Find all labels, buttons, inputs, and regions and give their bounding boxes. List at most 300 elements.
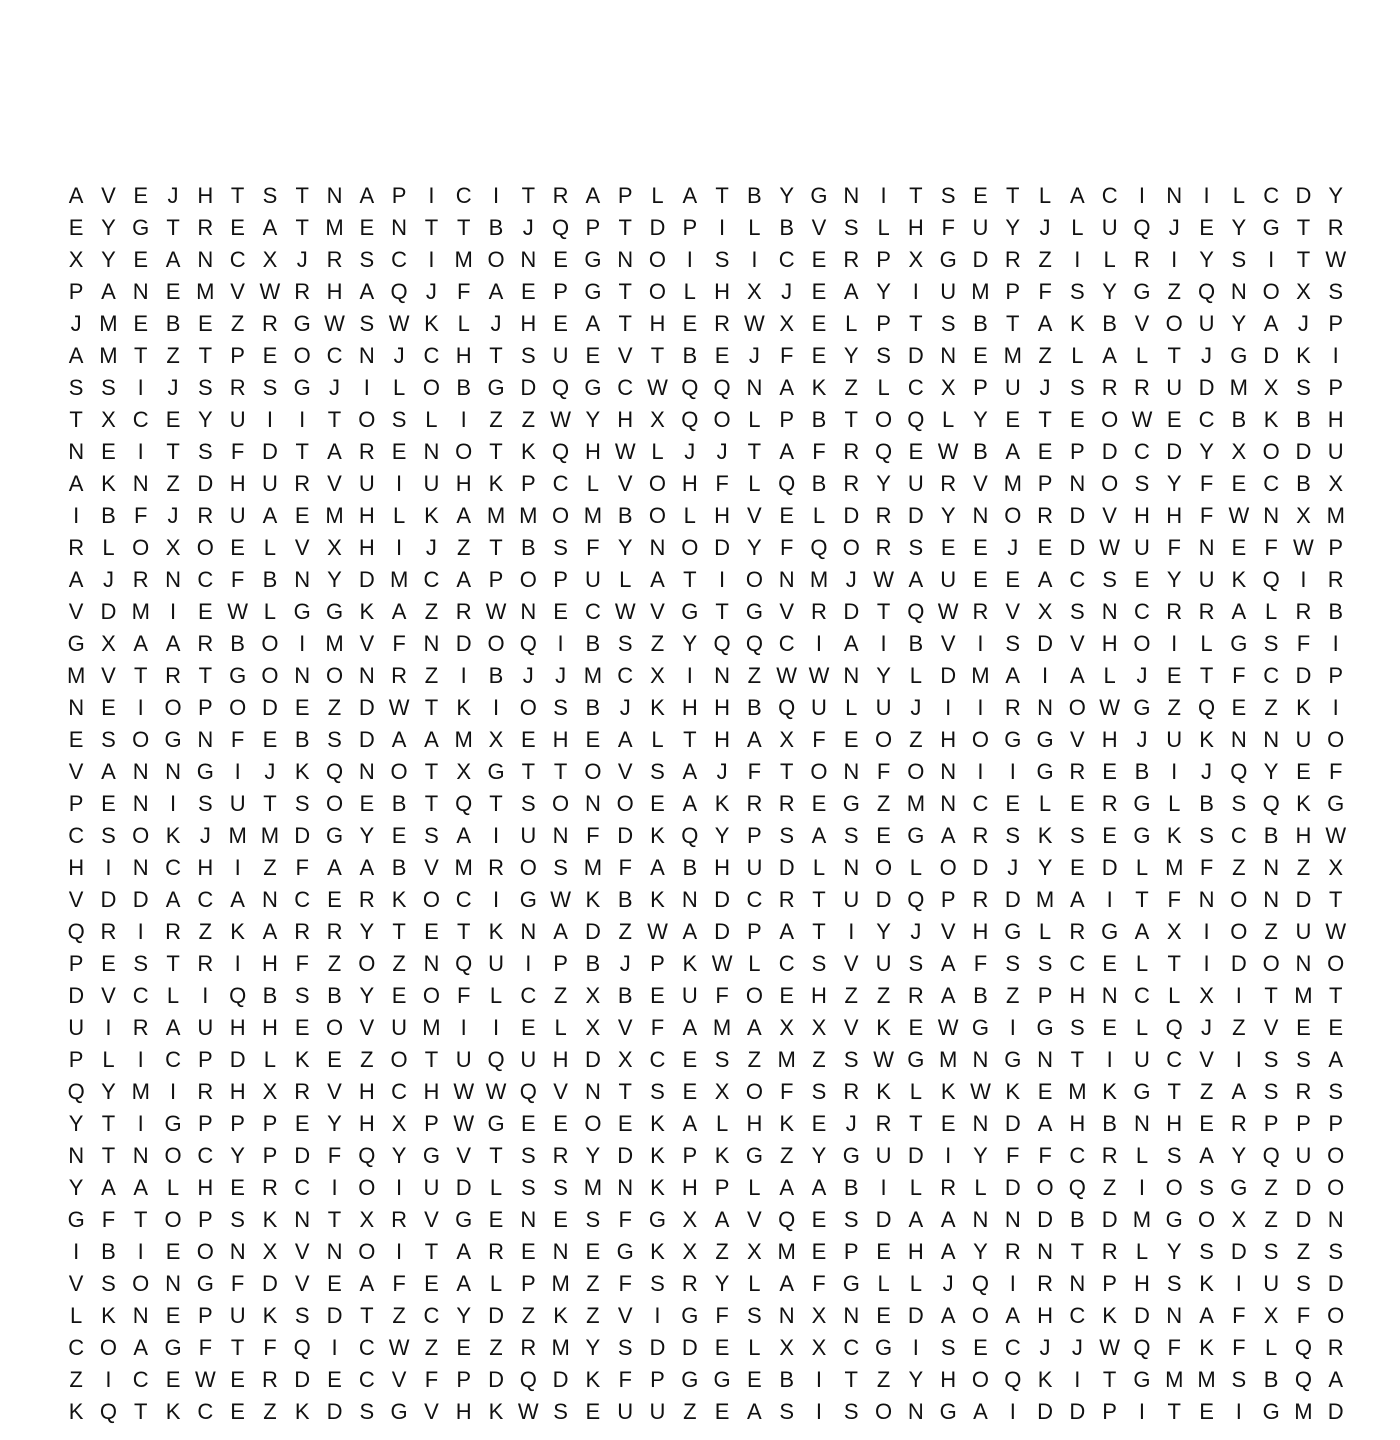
grid-letter[interactable]: S	[553, 1399, 568, 1424]
grid-letter[interactable]: A	[650, 567, 665, 592]
grid-letter[interactable]: K	[1037, 823, 1053, 848]
grid-letter[interactable]: U	[358, 471, 375, 496]
grid-letter[interactable]: U	[423, 471, 440, 496]
grid-letter[interactable]: F	[456, 279, 471, 304]
grid-letter[interactable]: K	[391, 887, 407, 912]
grid-letter[interactable]: J	[393, 343, 405, 368]
grid-letter[interactable]: Z	[263, 855, 277, 880]
grid-letter[interactable]: G	[681, 599, 699, 624]
grid-letter[interactable]: V	[424, 1399, 439, 1424]
grid-letter[interactable]: W	[614, 599, 636, 624]
grid-letter[interactable]: A	[747, 727, 762, 752]
grid-letter[interactable]: O	[745, 983, 763, 1008]
grid-letter[interactable]: V	[1005, 599, 1021, 624]
grid-letter[interactable]: I	[1074, 1367, 1081, 1392]
grid-letter[interactable]: E	[1231, 535, 1247, 560]
grid-letter[interactable]: G	[842, 791, 860, 816]
grid-letter[interactable]: Y	[68, 1111, 84, 1136]
grid-letter[interactable]: E	[1328, 1015, 1344, 1040]
grid-letter[interactable]: A	[1328, 1047, 1344, 1072]
grid-letter[interactable]: O	[810, 759, 828, 784]
grid-letter[interactable]: F	[392, 1271, 406, 1296]
grid-letter[interactable]: N	[681, 887, 698, 912]
grid-letter[interactable]: E	[68, 727, 84, 752]
grid-letter[interactable]: T	[489, 343, 503, 368]
grid-letter[interactable]: Q	[1294, 1335, 1312, 1360]
grid-letter[interactable]: S	[1005, 631, 1021, 656]
grid-letter[interactable]: T	[618, 279, 632, 304]
grid-letter[interactable]: I	[1041, 663, 1049, 688]
grid-letter[interactable]: S	[843, 215, 859, 240]
grid-letter[interactable]: U	[1295, 1143, 1312, 1168]
grid-letter[interactable]: G	[1133, 791, 1151, 816]
grid-letter[interactable]: O	[1230, 919, 1248, 944]
grid-letter[interactable]: M	[1326, 503, 1345, 528]
grid-letter[interactable]: E	[973, 567, 988, 592]
grid-letter[interactable]: Z	[1199, 1079, 1214, 1104]
grid-letter[interactable]: S	[230, 1207, 245, 1232]
grid-letter[interactable]: A	[262, 503, 278, 528]
grid-letter[interactable]: T	[1329, 887, 1343, 912]
grid-letter[interactable]: Y	[843, 343, 859, 368]
grid-letter[interactable]: I	[1138, 1399, 1145, 1424]
grid-letter[interactable]: I	[331, 1175, 338, 1200]
grid-letter[interactable]: Q	[745, 631, 763, 656]
grid-letter[interactable]: V	[779, 599, 795, 624]
grid-letter[interactable]: P	[1070, 439, 1085, 464]
grid-letter[interactable]: G	[1036, 759, 1054, 784]
grid-letter[interactable]: N	[1230, 727, 1247, 752]
grid-letter[interactable]: L	[909, 855, 922, 880]
grid-letter[interactable]: H	[940, 727, 957, 752]
grid-letter[interactable]: Y	[1102, 279, 1117, 304]
grid-letter[interactable]: I	[331, 1335, 338, 1360]
grid-letter[interactable]: D	[261, 695, 278, 720]
grid-letter[interactable]: S	[1328, 1079, 1344, 1104]
grid-letter[interactable]: A	[1005, 1303, 1021, 1328]
grid-letter[interactable]: C	[423, 567, 440, 592]
grid-letter[interactable]: G	[1230, 631, 1248, 656]
grid-letter[interactable]: N	[778, 1303, 795, 1328]
grid-letter[interactable]: Q	[519, 1079, 537, 1104]
grid-letter[interactable]: A	[747, 1015, 762, 1040]
grid-letter[interactable]: K	[294, 1399, 310, 1424]
grid-letter[interactable]: O	[487, 247, 505, 272]
grid-letter[interactable]: A	[553, 919, 568, 944]
grid-letter[interactable]: O	[875, 727, 893, 752]
grid-letter[interactable]: I	[169, 599, 177, 624]
grid-letter[interactable]: E	[1166, 663, 1182, 688]
grid-letter[interactable]: K	[1037, 1367, 1053, 1392]
grid-letter[interactable]: L	[392, 503, 406, 528]
grid-letter[interactable]: D	[294, 1143, 311, 1168]
grid-letter[interactable]: T	[909, 1111, 923, 1136]
grid-letter[interactable]: N	[907, 1399, 924, 1424]
grid-letter[interactable]: E	[1070, 855, 1085, 880]
grid-letter[interactable]: O	[648, 247, 667, 272]
grid-letter[interactable]: Y	[973, 1143, 988, 1168]
grid-letter[interactable]: I	[1203, 951, 1210, 976]
grid-letter[interactable]: E	[811, 311, 827, 336]
grid-letter[interactable]: L	[1038, 183, 1052, 208]
grid-letter[interactable]: C	[584, 599, 601, 624]
grid-letter[interactable]: Q	[907, 887, 925, 912]
grid-letter[interactable]: R	[1004, 695, 1021, 720]
grid-letter[interactable]: R	[778, 887, 795, 912]
grid-letter[interactable]: D	[1101, 855, 1118, 880]
grid-letter[interactable]: D	[1263, 343, 1280, 368]
grid-letter[interactable]: D	[100, 887, 117, 912]
grid-letter[interactable]: V	[1134, 311, 1150, 336]
grid-letter[interactable]: O	[455, 439, 473, 464]
grid-letter[interactable]: M	[1197, 1367, 1216, 1392]
grid-letter[interactable]: Z	[489, 407, 503, 432]
grid-letter[interactable]: I	[1203, 919, 1210, 944]
grid-letter[interactable]: C	[1101, 183, 1118, 208]
grid-letter[interactable]: S	[520, 1175, 536, 1200]
grid-letter[interactable]: Q	[1165, 1015, 1183, 1040]
grid-letter[interactable]: Y	[197, 407, 213, 432]
grid-letter[interactable]: J	[1007, 535, 1019, 560]
grid-letter[interactable]: Y	[617, 535, 633, 560]
grid-letter[interactable]: U	[875, 951, 892, 976]
grid-letter[interactable]: Q	[1262, 567, 1280, 592]
grid-letter[interactable]: I	[1138, 1175, 1145, 1200]
grid-letter[interactable]: I	[396, 535, 403, 560]
grid-letter[interactable]: A	[101, 759, 116, 784]
grid-letter[interactable]: W	[1099, 535, 1121, 560]
grid-letter[interactable]: L	[263, 599, 277, 624]
grid-letter[interactable]: Q	[971, 1271, 990, 1296]
grid-letter[interactable]: K	[424, 503, 439, 528]
grid-letter[interactable]: A	[779, 919, 795, 944]
grid-letter[interactable]: I	[492, 887, 500, 912]
grid-letter[interactable]: D	[358, 727, 375, 752]
grid-letter[interactable]: V	[294, 1239, 310, 1264]
grid-letter[interactable]: K	[585, 1367, 601, 1392]
grid-letter[interactable]: B	[488, 215, 504, 240]
grid-letter[interactable]: G	[67, 1207, 85, 1232]
grid-letter[interactable]: N	[294, 567, 311, 592]
grid-letter[interactable]: R	[294, 919, 311, 944]
grid-letter[interactable]: I	[557, 631, 564, 656]
grid-letter[interactable]: B	[682, 855, 698, 880]
grid-letter[interactable]: Y	[876, 919, 891, 944]
grid-letter[interactable]: O	[1197, 1207, 1216, 1232]
grid-letter[interactable]: K	[456, 695, 472, 720]
grid-letter[interactable]: U	[875, 1143, 892, 1168]
grid-letter[interactable]: S	[843, 1207, 859, 1232]
grid-letter[interactable]: O	[229, 695, 247, 720]
grid-letter[interactable]: B	[520, 535, 536, 560]
grid-letter[interactable]: S	[294, 983, 310, 1008]
grid-letter[interactable]: E	[101, 951, 116, 976]
grid-letter[interactable]: R	[1101, 1239, 1118, 1264]
grid-letter[interactable]: E	[1070, 791, 1085, 816]
grid-letter[interactable]: M	[583, 503, 603, 528]
grid-letter[interactable]: C	[358, 1367, 375, 1392]
grid-letter[interactable]: H	[1134, 1271, 1150, 1296]
grid-letter[interactable]: Q	[519, 631, 537, 656]
grid-letter[interactable]: A	[68, 471, 84, 496]
grid-letter[interactable]: L	[102, 535, 115, 560]
grid-letter[interactable]: I	[1171, 631, 1178, 656]
grid-letter[interactable]: F	[715, 1303, 729, 1328]
grid-letter[interactable]: S	[1296, 375, 1311, 400]
grid-letter[interactable]: S	[908, 951, 924, 976]
grid-letter[interactable]: I	[1074, 247, 1081, 272]
grid-letter[interactable]: A	[359, 855, 375, 880]
grid-letter[interactable]: H	[907, 1239, 924, 1264]
grid-letter[interactable]: X	[811, 1015, 827, 1040]
grid-letter[interactable]: M	[551, 1271, 570, 1296]
grid-letter[interactable]: H	[423, 1079, 440, 1104]
grid-letter[interactable]: L	[70, 1303, 83, 1328]
grid-letter[interactable]: A	[1328, 1367, 1344, 1392]
grid-letter[interactable]: L	[586, 471, 600, 496]
grid-letter[interactable]: I	[299, 407, 306, 432]
grid-letter[interactable]: S	[553, 535, 568, 560]
grid-letter[interactable]: H	[714, 279, 731, 304]
grid-letter[interactable]: H	[1327, 407, 1344, 432]
grid-letter[interactable]: E	[294, 695, 310, 720]
grid-letter[interactable]: C	[423, 1303, 440, 1328]
grid-letter[interactable]: R	[1134, 247, 1150, 272]
grid-letter[interactable]: U	[197, 1015, 214, 1040]
grid-letter[interactable]: U	[1198, 311, 1215, 336]
grid-letter[interactable]: L	[942, 407, 955, 432]
grid-letter[interactable]: J	[1039, 375, 1051, 400]
grid-letter[interactable]: T	[424, 1239, 439, 1264]
grid-letter[interactable]: A	[359, 183, 375, 208]
grid-letter[interactable]: D	[778, 855, 795, 880]
grid-letter[interactable]: S	[294, 791, 310, 816]
grid-letter[interactable]: Q	[325, 759, 344, 784]
grid-letter[interactable]: Q	[1262, 791, 1280, 816]
grid-letter[interactable]: N	[584, 791, 601, 816]
grid-letter[interactable]: N	[68, 695, 85, 720]
grid-letter[interactable]: B	[973, 311, 988, 336]
grid-letter[interactable]: Q	[778, 471, 796, 496]
grid-letter[interactable]: A	[391, 727, 407, 752]
grid-letter[interactable]: F	[618, 855, 632, 880]
grid-letter[interactable]: N	[520, 919, 537, 944]
grid-letter[interactable]: A	[1134, 919, 1150, 944]
grid-letter[interactable]: F	[1232, 1303, 1246, 1328]
grid-letter[interactable]: L	[877, 375, 890, 400]
grid-letter[interactable]: E	[1231, 471, 1247, 496]
grid-letter[interactable]: R	[843, 247, 860, 272]
grid-letter[interactable]: T	[489, 791, 503, 816]
grid-letter[interactable]: E	[101, 439, 116, 464]
grid-letter[interactable]: R	[326, 247, 343, 272]
grid-letter[interactable]: T	[909, 183, 923, 208]
grid-letter[interactable]: Y	[973, 1239, 988, 1264]
grid-letter[interactable]: I	[654, 1303, 661, 1328]
grid-letter[interactable]: D	[455, 1175, 472, 1200]
grid-letter[interactable]: U	[907, 471, 924, 496]
grid-letter[interactable]: B	[973, 983, 988, 1008]
grid-letter[interactable]: L	[457, 311, 470, 336]
grid-letter[interactable]: S	[1166, 1271, 1182, 1296]
grid-letter[interactable]: L	[619, 567, 632, 592]
grid-letter[interactable]: J	[845, 1111, 857, 1136]
grid-letter[interactable]: N	[197, 247, 214, 272]
grid-letter[interactable]: R	[197, 1079, 214, 1104]
grid-letter[interactable]: F	[618, 1367, 632, 1392]
grid-letter[interactable]: X	[262, 1239, 278, 1264]
grid-letter[interactable]: Y	[876, 471, 891, 496]
grid-letter[interactable]: L	[748, 1175, 761, 1200]
grid-letter[interactable]: M	[454, 855, 473, 880]
grid-letter[interactable]: L	[748, 1335, 761, 1360]
grid-letter[interactable]: M	[777, 1239, 796, 1264]
grid-letter[interactable]: K	[1005, 1079, 1021, 1104]
grid-letter[interactable]: C	[1230, 823, 1247, 848]
grid-letter[interactable]: U	[1295, 727, 1312, 752]
grid-letter[interactable]: T	[489, 1143, 503, 1168]
grid-letter[interactable]: M	[454, 727, 473, 752]
grid-letter[interactable]: V	[617, 1303, 633, 1328]
grid-letter[interactable]: T	[1135, 887, 1149, 912]
grid-letter[interactable]: P	[488, 567, 504, 592]
grid-letter[interactable]: R	[197, 503, 214, 528]
grid-letter[interactable]: V	[230, 279, 245, 304]
grid-letter[interactable]: K	[650, 887, 665, 912]
grid-letter[interactable]: D	[229, 1047, 246, 1072]
grid-letter[interactable]: A	[682, 759, 698, 784]
grid-letter[interactable]: E	[520, 1111, 536, 1136]
grid-letter[interactable]: I	[460, 407, 467, 432]
grid-letter[interactable]: B	[585, 631, 601, 656]
grid-letter[interactable]: C	[294, 1175, 311, 1200]
grid-letter[interactable]: H	[746, 1111, 763, 1136]
grid-letter[interactable]: R	[261, 311, 278, 336]
grid-letter[interactable]: E	[165, 1303, 181, 1328]
grid-letter[interactable]: N	[940, 791, 957, 816]
grid-letter[interactable]: K	[650, 823, 665, 848]
grid-letter[interactable]: I	[1235, 1047, 1242, 1072]
grid-letter[interactable]: O	[584, 1111, 602, 1136]
grid-letter[interactable]: T	[1006, 311, 1020, 336]
grid-letter[interactable]: B	[1296, 407, 1311, 432]
grid-letter[interactable]: E	[68, 215, 84, 240]
grid-letter[interactable]: S	[1005, 823, 1021, 848]
grid-letter[interactable]: D	[520, 375, 537, 400]
grid-letter[interactable]: Q	[713, 375, 731, 400]
grid-letter[interactable]: L	[263, 1047, 277, 1072]
grid-letter[interactable]: N	[1263, 887, 1280, 912]
grid-letter[interactable]: J	[199, 823, 211, 848]
grid-letter[interactable]: T	[1167, 1399, 1181, 1424]
grid-letter[interactable]: U	[1134, 1047, 1150, 1072]
grid-letter[interactable]: A	[940, 1239, 956, 1264]
grid-letter[interactable]: L	[845, 311, 858, 336]
grid-letter[interactable]: L	[1168, 983, 1181, 1008]
grid-letter[interactable]: R	[261, 1175, 278, 1200]
grid-letter[interactable]: R	[843, 471, 860, 496]
grid-letter[interactable]: E	[391, 439, 407, 464]
grid-letter[interactable]: P	[262, 1143, 278, 1168]
grid-letter[interactable]: F	[779, 535, 794, 560]
grid-letter[interactable]: A	[940, 983, 956, 1008]
grid-letter[interactable]: K	[650, 1239, 665, 1264]
grid-letter[interactable]: S	[1070, 599, 1085, 624]
grid-letter[interactable]: E	[940, 1111, 956, 1136]
grid-letter[interactable]: I	[686, 663, 693, 688]
grid-letter[interactable]: D	[1004, 887, 1021, 912]
grid-letter[interactable]: F	[392, 631, 406, 656]
grid-letter[interactable]: B	[165, 311, 181, 336]
grid-letter[interactable]: Y	[908, 1367, 924, 1392]
grid-letter[interactable]: X	[1231, 439, 1247, 464]
grid-letter[interactable]: I	[1332, 343, 1339, 368]
grid-letter[interactable]: A	[327, 855, 342, 880]
grid-letter[interactable]: T	[521, 759, 536, 784]
grid-letter[interactable]: S	[1199, 1175, 1214, 1200]
grid-letter[interactable]: V	[68, 759, 84, 784]
grid-letter[interactable]: P	[747, 823, 762, 848]
grid-letter[interactable]: N	[326, 1239, 343, 1264]
grid-letter[interactable]: M	[939, 1047, 958, 1072]
grid-letter[interactable]: I	[912, 1335, 919, 1360]
grid-letter[interactable]: K	[876, 1079, 891, 1104]
grid-letter[interactable]: Z	[586, 1303, 600, 1328]
grid-letter[interactable]: P	[197, 1207, 213, 1232]
grid-letter[interactable]: X	[1231, 1207, 1247, 1232]
grid-letter[interactable]: I	[977, 695, 984, 720]
grid-letter[interactable]: T	[747, 439, 762, 464]
grid-letter[interactable]: R	[1327, 1335, 1344, 1360]
grid-letter[interactable]: I	[1009, 759, 1016, 784]
grid-letter[interactable]: T	[1167, 951, 1181, 976]
grid-letter[interactable]: A	[940, 1303, 956, 1328]
grid-letter[interactable]: L	[102, 1047, 115, 1072]
grid-letter[interactable]: N	[1295, 951, 1312, 976]
grid-letter[interactable]: M	[131, 1079, 150, 1104]
grid-letter[interactable]: L	[1265, 599, 1278, 624]
grid-letter[interactable]: Q	[1197, 695, 1216, 720]
grid-letter[interactable]: U	[1327, 439, 1344, 464]
grid-letter[interactable]: L	[748, 215, 761, 240]
grid-letter[interactable]: O	[132, 535, 150, 560]
grid-letter[interactable]: D	[617, 823, 634, 848]
grid-letter[interactable]: J	[102, 567, 114, 592]
grid-letter[interactable]: C	[617, 375, 634, 400]
grid-letter[interactable]: K	[1296, 695, 1311, 720]
grid-letter[interactable]: S	[779, 823, 795, 848]
grid-letter[interactable]: Y	[747, 535, 762, 560]
grid-letter[interactable]: L	[1103, 663, 1116, 688]
grid-letter[interactable]: C	[1263, 471, 1280, 496]
grid-letter[interactable]: S	[843, 1399, 859, 1424]
grid-letter[interactable]: O	[1262, 279, 1280, 304]
grid-letter[interactable]: W	[937, 439, 959, 464]
grid-letter[interactable]: A	[940, 823, 956, 848]
grid-letter[interactable]: S	[359, 1399, 375, 1424]
grid-letter[interactable]: B	[294, 727, 310, 752]
grid-letter[interactable]: D	[1101, 1207, 1118, 1232]
grid-letter[interactable]: A	[779, 375, 795, 400]
grid-letter[interactable]: O	[681, 535, 699, 560]
grid-letter[interactable]: E	[520, 727, 536, 752]
grid-letter[interactable]: V	[747, 1207, 762, 1232]
grid-letter[interactable]: H	[197, 855, 214, 880]
grid-letter[interactable]: Q	[681, 375, 699, 400]
grid-letter[interactable]: J	[264, 759, 276, 784]
grid-letter[interactable]: N	[617, 1175, 634, 1200]
grid-letter[interactable]: N	[520, 599, 537, 624]
